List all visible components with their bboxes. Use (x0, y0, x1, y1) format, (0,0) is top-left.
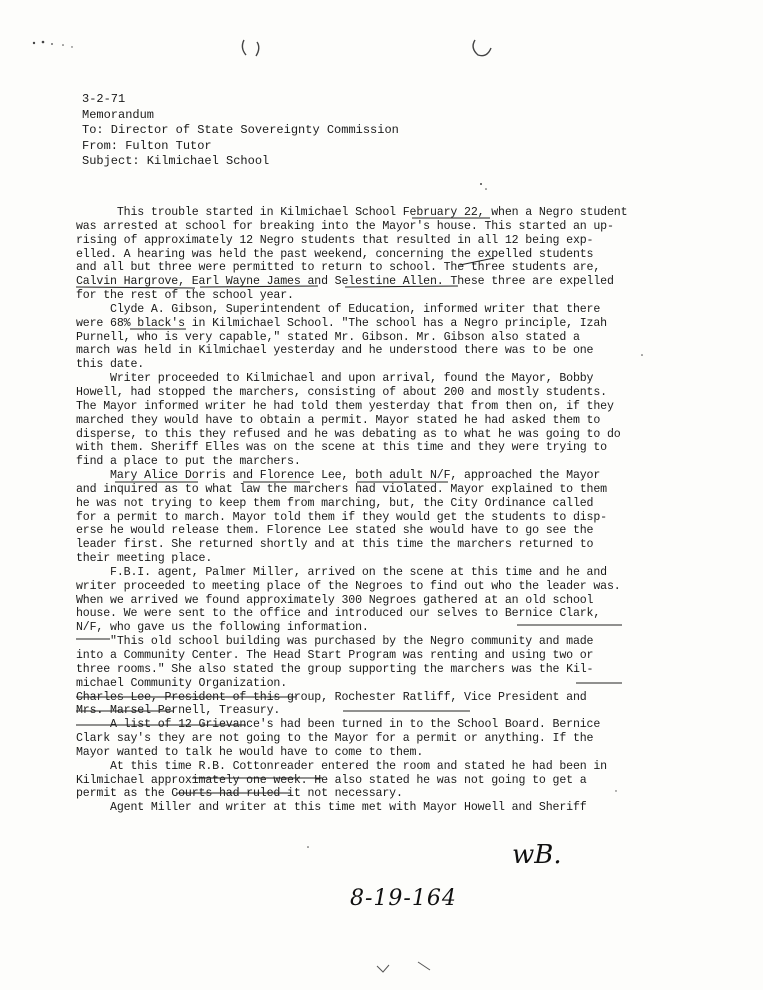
body-line: When we arrived we found approximately 300 Negroes gathered at an old school (76, 593, 594, 607)
body-line: find a place to put the marchers. (76, 455, 301, 469)
body-line: with them. Sheriff Elles was on the scene at this time and they were trying to (76, 441, 607, 455)
body-line: and inquired as to what law the marchers had violated. Mayor explained to them (76, 482, 607, 496)
handwritten-initials: wB. (512, 840, 562, 870)
handwritten-file-number: 8-19-164 (350, 886, 457, 911)
body-line: was arrested at school for breaking into the Mayor's house. This started an up- (76, 219, 614, 233)
body-line: marched they would have to obtain a permit. Mayor stated he had asked them to (76, 413, 601, 427)
memo-date: 3-2-71 (82, 92, 126, 106)
body-line: Howell, had stopped the marchers, consisting of about 200 and mostly students. (76, 385, 607, 399)
body-line: michael Community Organization. (76, 676, 288, 690)
body-line: this date. (76, 358, 145, 372)
body-line: Mary Alice Dorris and Florence Lee, both adult N/F, approached the Mayor (76, 469, 601, 483)
body-line: were 68% black's in Kilmichael School. "The school has a Negro principle, Izah (76, 316, 607, 330)
body-line: A list of 12 Grievance's had been turned in to the School Board. Bernice (76, 718, 601, 732)
body-line: The Mayor informed writer he had told them yesterday that from then on, if they (76, 399, 614, 413)
body-line: into a Community Center. The Head Start Program was renting and using two or (76, 649, 594, 662)
body-line: disperse, to this they refused and he was debating as to what he was going to do (76, 427, 621, 441)
body-line: Purnell, who is very capable," stated Mr. Gibson. Mr. Gibson also stated a (76, 330, 580, 344)
body-line: house. We were sent to the office and introduced our selves to Bernice Clark, (76, 607, 601, 621)
body-line: Clyde A. Gibson, Superintendent of Education, informed writer that there (76, 302, 601, 316)
body-line: writer proceeded to meeting place of the Negroes to find out who the leader was. (76, 579, 621, 593)
memo-to: To: Director of State Sovereignty Commission (82, 123, 399, 137)
body-line: Charles Lee, President of this group, Rochester Ratliff, Vice President and (76, 690, 587, 704)
body-line: erse he would release them. Florence Lee stated she would have to go see the (76, 524, 594, 538)
body-line: he was not trying to keep them from marching, but, the City Ordinance called (76, 496, 594, 510)
body-line: three rooms." She also stated the group supporting the marchers was the Kil- (76, 662, 594, 676)
body-line: for the rest of the school year. (76, 289, 294, 303)
body-line: leader first. She returned shortly and at this time the marchers returned to (76, 538, 594, 552)
memo-subject: Subject: Kilmichael School (82, 154, 270, 168)
body-line: Kilmichael approximately one week. He also stated he was not going to get a (76, 773, 587, 787)
body-line: march was held in Kilmichael yesterday and he understood there was to be one (76, 344, 594, 358)
body-line: N/F, who gave us the following information. (76, 621, 369, 635)
body-line: Agent Miller and writer at this time met with Mayor Howell and Sheriff (76, 801, 587, 815)
body-line: Calvin Hargrove, Earl Wayne James and Selestine Allen. These three are expelled (76, 275, 614, 289)
body-line: This trouble started in Kilmichael School February 22, when a Negro student (76, 206, 628, 219)
body-line: F.B.I. agent, Palmer Miller, arrived on the scene at this time and he and (76, 565, 607, 579)
memo-from: From: Fulton Tutor (82, 138, 212, 153)
body-line: "This old school building was purchased by the Negro community and made (76, 635, 594, 649)
body-line: Writer proceeded to Kilmichael and upon arrival, found the Mayor, Bobby (76, 372, 594, 386)
body-line: their meeting place. (76, 552, 213, 566)
body-line: Clark say's they are not going to the Mayor for a permit or anything. If the (76, 732, 594, 746)
body-line: and all but three were permitted to return to school. The three students are, (76, 261, 601, 275)
body-line: permit as the Courts had ruled it not necessary. (76, 787, 403, 801)
body-line: elled. A hearing was held the past weekend, concerning the expelled students (76, 247, 594, 261)
body-line: At this time R.B. Cottonreader entered the room and stated he had been in (76, 759, 607, 773)
body-line: Mayor wanted to talk he would have to come to them. (76, 745, 424, 759)
body-line: Mrs. Marsel Pernell, Treasury. (76, 704, 281, 718)
body-line: rising of approximately 12 Negro students that resulted in all 12 being exp- (76, 233, 594, 247)
memo-type: Memorandum (82, 107, 155, 122)
body-line: for a permit to march. Mayor told them if they would get the students to disp- (76, 510, 607, 524)
